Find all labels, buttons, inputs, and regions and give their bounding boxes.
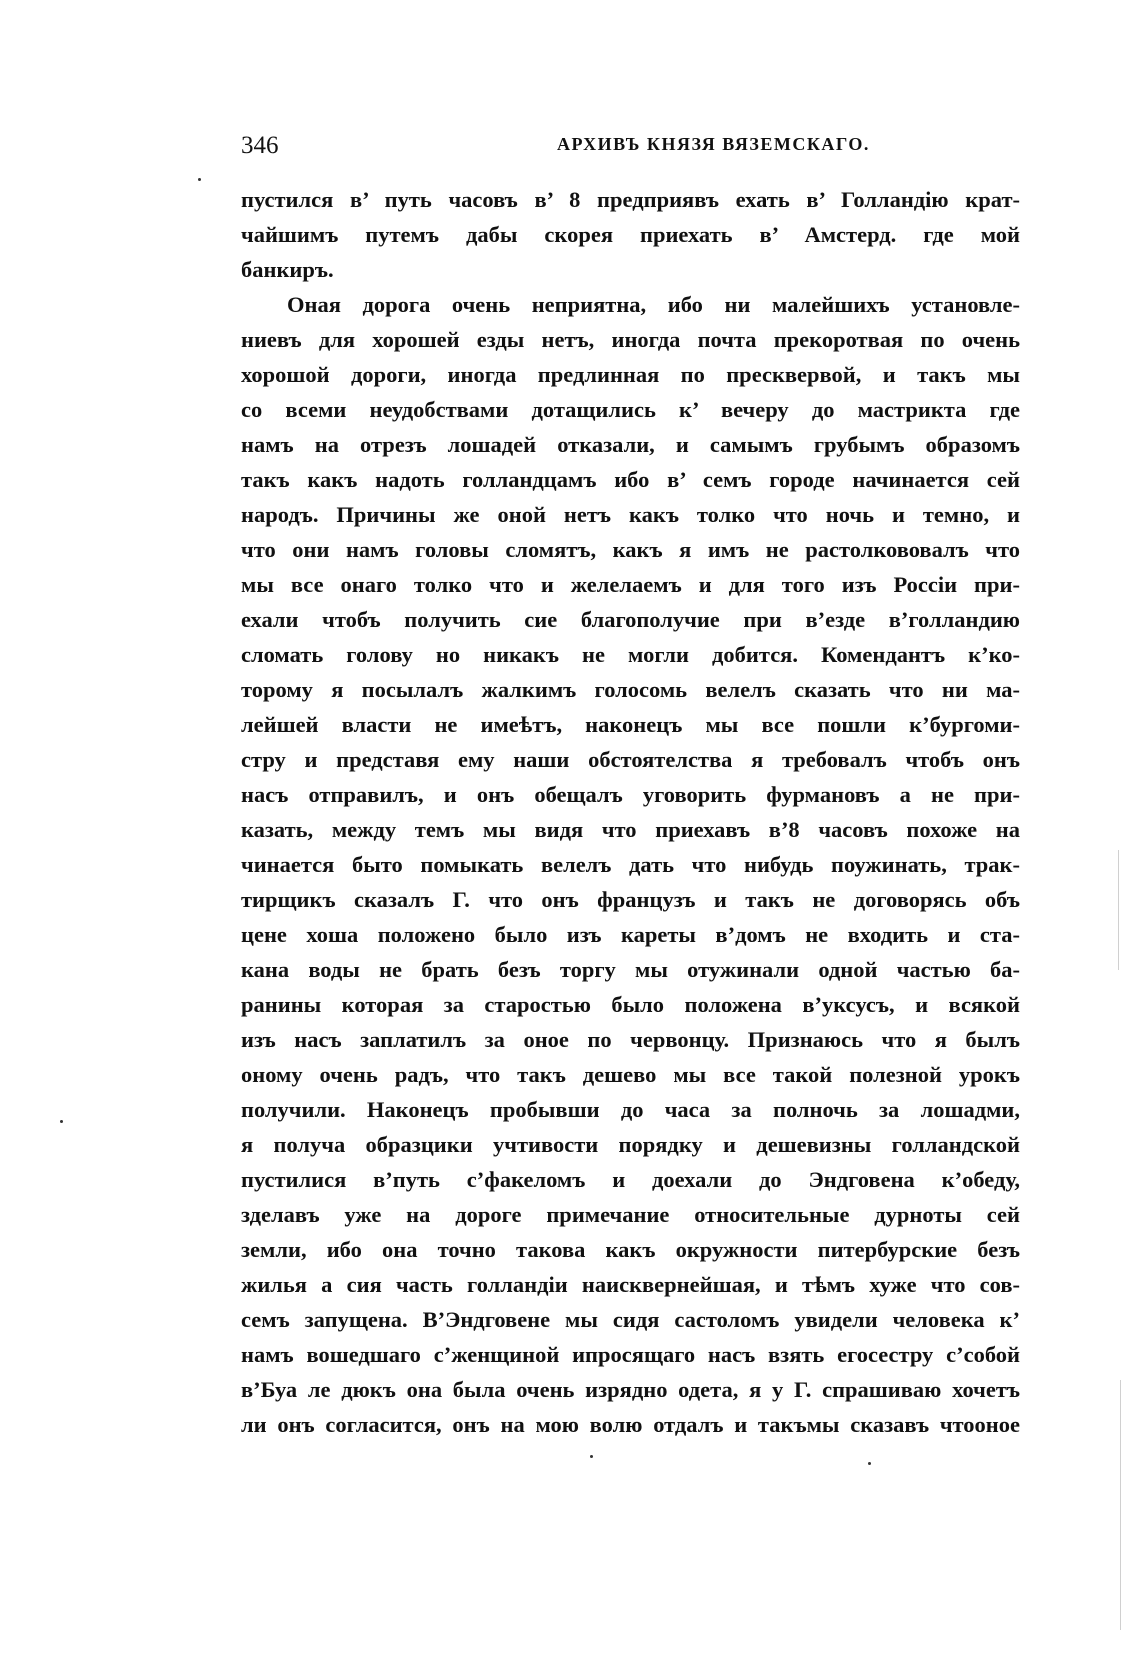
scan-edge-mark xyxy=(1120,1380,1121,1630)
text-line: я получа образцики учтивости порядку и дешевизны голландской xyxy=(241,1132,1020,1157)
text-line: банкиръ. xyxy=(241,257,334,282)
text-line: народъ. Причины же оной нетъ какъ толко что ночь и темно, и xyxy=(241,502,1020,527)
text-line: тирщикъ сказалъ Г. что онъ французъ и такъ не договорясь объ xyxy=(241,887,1020,912)
text-line: Оная дорога очень неприятна, ибо ни малейшихъ установле- xyxy=(287,292,1020,317)
text-line: зделавъ уже на дороге примечание относительные дурноты сей xyxy=(241,1202,1020,1227)
text-line: в’Буа ле дюкъ она была очень изрядно одета, я у Г. спрашиваю хочетъ xyxy=(241,1377,1020,1402)
text-line: ранины которая за старостью было положена в’уксусъ, и всякой xyxy=(241,992,1020,1017)
text-line: цене хоша положено было изъ кареты в’домъ не входить и ста- xyxy=(241,922,1020,947)
text-line: кана воды не брать безъ торгу мы отужинали одной частью ба- xyxy=(241,957,1020,982)
text-line: оному очень радъ, что такъ дешево мы все такой полезной урокъ xyxy=(241,1062,1020,1087)
text-line: жилья а сия часть голландіи наисквернейшая, и тѣмъ хуже что сов- xyxy=(241,1272,1020,1297)
scan-speck xyxy=(868,1462,871,1465)
text-line: пустилися в’путь с’факеломъ и доехали до Эндговена к’обеду, xyxy=(241,1167,1020,1192)
text-line: земли, ибо она точно такова какъ окружности питербурские безъ xyxy=(241,1237,1020,1262)
scan-speck xyxy=(590,1455,593,1458)
running-head: АРХИВЪ КНЯЗЯ ВЯЗЕМСКАГО. xyxy=(557,134,870,154)
text-line: со всеми неудобствами дотащились к’ вечеру до мастрикта где xyxy=(241,397,1020,422)
text-line: чайшимъ путемъ дабы скорея приехать в’ Амстерд. где мой xyxy=(241,222,1020,247)
text-line: пустился в’ путь часовъ в’ 8 предприявъ ехать в’ Голландію крат- xyxy=(241,187,1020,212)
text-line: намъ вошедшаго с’женщиной ипросящаго насъ взять егосестру с’собой xyxy=(241,1342,1020,1367)
text-line: сломать голову но никакъ не могли добится. Комендантъ к’ко- xyxy=(241,642,1020,667)
text-line: хорошой дороги, иногда предлинная по пресквервой, и такъ мы xyxy=(241,362,1020,387)
text-line: ниевъ для хорошей езды нетъ, иногда почта прекоротвая по очень xyxy=(241,327,1020,352)
text-line: казать, между темъ мы видя что приехавъ в’8 часовъ похоже на xyxy=(241,817,1020,842)
page-number: 346 xyxy=(241,132,279,159)
page-header xyxy=(241,130,1016,166)
body-text xyxy=(241,182,1020,1442)
text-line: стру и представя ему наши обстоятелства я требовалъ чтобъ онъ xyxy=(241,747,1020,772)
text-line: мы все онаго толко что и желелаемъ и для того изъ Россіи при- xyxy=(241,572,1020,597)
text-line: такъ какъ надоть голландцамъ ибо в’ семъ городе начинается сей xyxy=(241,467,1020,492)
text-line: лейшей власти не имеѣтъ, наконецъ мы все пошли к’бургоми- xyxy=(241,712,1020,737)
text-line: изъ насъ заплатилъ за оное по червонцу. Признаюсь что я былъ xyxy=(241,1027,1020,1052)
text-line: получили. Наконецъ пробывши до часа за полночь за лошадми, xyxy=(241,1097,1020,1122)
scan-edge-mark xyxy=(1118,850,1119,970)
text-line: насъ отправилъ, и онъ обещалъ уговорить фурмановъ а не при- xyxy=(241,782,1020,807)
scan-speck xyxy=(60,1120,63,1123)
text-line: что они намъ головы сломятъ, какъ я имъ не растолкововалъ что xyxy=(241,537,1020,562)
text-line: намъ на отрезъ лошадей отказали, и самымъ грубымъ образомъ xyxy=(241,432,1020,457)
text-line: торому я посылалъ жалкимъ голосомь велелъ сказать что ни ма- xyxy=(241,677,1020,702)
text-line: ехали чтобъ получить сие благополучие при в’езде в’голландию xyxy=(241,607,1020,632)
scan-speck xyxy=(198,178,201,181)
text-line: семъ запущена. В’Эндговене мы сидя састоломъ увидели человека к’ xyxy=(241,1307,1020,1332)
text-line: чинается быто помыкать велелъ дать что нибудь поужинать, трак- xyxy=(241,852,1020,877)
text-line: ли онъ согласится, онъ на мою волю отдалъ и такъмы сказавъ чтооное xyxy=(241,1412,1020,1437)
